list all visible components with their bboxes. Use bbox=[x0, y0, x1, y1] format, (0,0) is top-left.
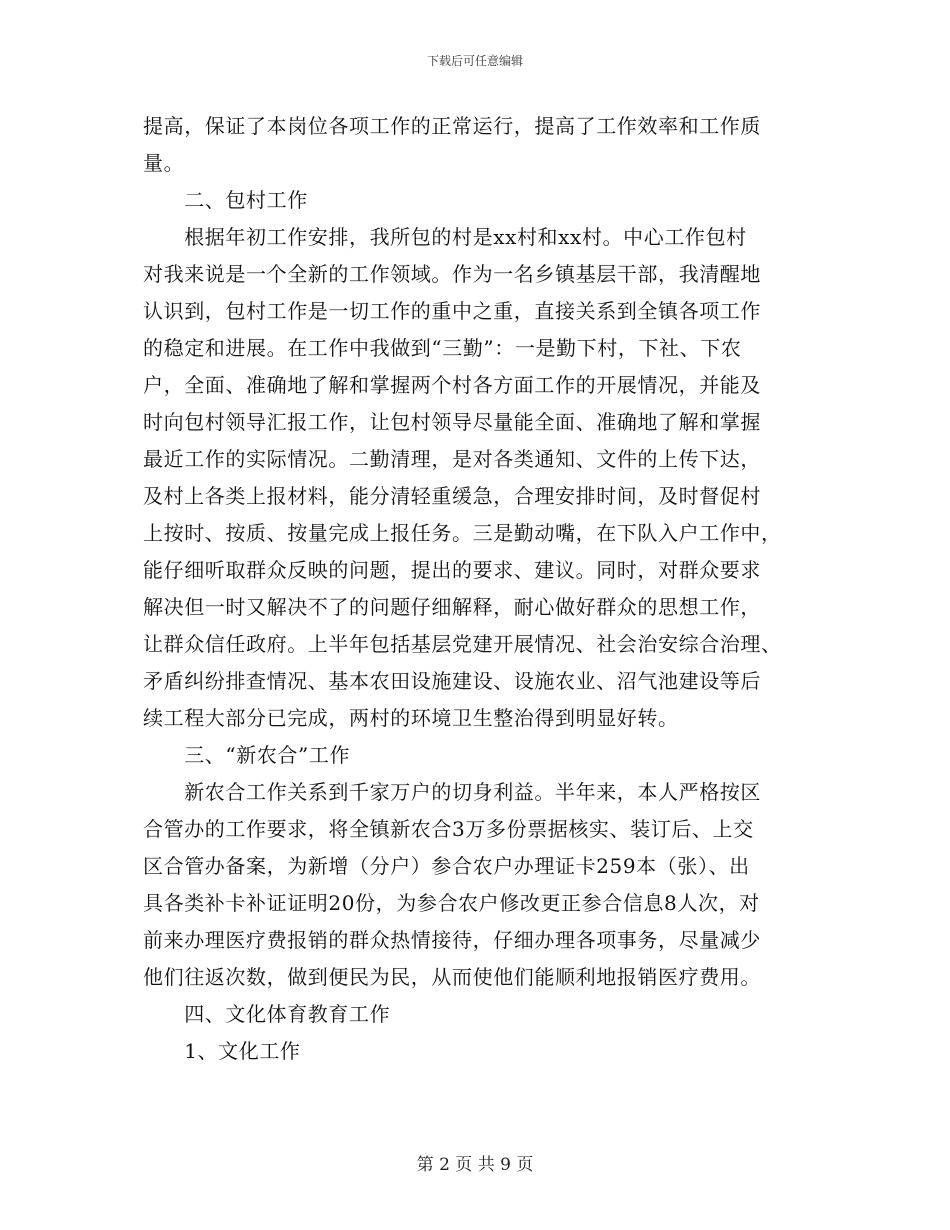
text-line: 户，全面、准确地了解和掌握两个村各方面工作的开展情况，并能及 bbox=[143, 373, 761, 397]
text-line: 能仔细听取群众反映的问题，提出的要求、建议。同时，对群众要求 bbox=[143, 558, 761, 582]
text-line: 他们往返次数，做到便民为民，从而使他们能顺利地报销医疗费用。 bbox=[143, 965, 761, 989]
page-number: 第 2 页 共 9 页 bbox=[416, 1155, 534, 1175]
text-line: 合管办的工作要求，将全镇新农合3万多份票据核实、装订后、上交 bbox=[143, 817, 754, 841]
text-line: 的稳定和进展。在工作中我做到“三勤”：一是勤下村，下社、下农 bbox=[143, 336, 742, 360]
text-line: 最近工作的实际情况。二勤清理，是对各类通知、文件的上传下达， bbox=[143, 447, 761, 471]
text-line: 及村上各类上报材料，能分清轻重缓急，合理安排时间，及时督促村 bbox=[143, 484, 761, 508]
text-line: 认识到，包村工作是一切工作的重中之重，直接关系到全镇各项工作 bbox=[143, 299, 761, 323]
text-line: 续工程大部分已完成，两村的环境卫生整治得到明显好转。 bbox=[143, 706, 679, 730]
text-line: 量。 bbox=[143, 151, 185, 175]
text-line: 让群众信任政府。上半年包括基层党建开展情况、社会治安综合治理、 bbox=[143, 632, 782, 656]
section-heading: 四、文化体育教育工作 bbox=[143, 1002, 391, 1026]
text-line: 时向包村领导汇报工作，让包村领导尽量能全面、准确地了解和掌握 bbox=[143, 410, 761, 434]
text-line: 根据年初工作安排，我所包的村是xx村和xx村。中心工作包村 bbox=[143, 225, 747, 249]
text-line: 解决但一时又解决不了的问题仔细解释，耐心做好群众的思想工作， bbox=[143, 595, 761, 619]
text-line: 具各类补卡补证证明20份，为参合农户修改更正参合信息8人次，对 bbox=[143, 891, 760, 915]
text-line: 对我来说是一个全新的工作领域。作为一名乡镇基层干部，我清醒地 bbox=[143, 262, 761, 286]
text-line: 上按时、按质、按量完成上报任务。三是勤动嘴，在下队入户工作中， bbox=[143, 521, 782, 545]
text-line: 前来办理医疗费报销的群众热情接待，仔细办理各项事务，尽量减少 bbox=[143, 928, 761, 952]
section-heading: 二、包村工作 bbox=[143, 188, 308, 212]
text-line: 新农合工作关系到千家万户的切身利益。半年来，本人严格按区 bbox=[143, 780, 761, 804]
document-body bbox=[143, 108, 807, 1070]
text-line: 矛盾纠纷排查情况、基本农田设施建设、设施农业、沼气池建设等后 bbox=[143, 669, 761, 693]
section-heading: 三、“新农合”工作 bbox=[143, 743, 351, 767]
text-line: 提高，保证了本岗位各项工作的正常运行，提高了工作效率和工作质 bbox=[143, 114, 761, 138]
subsection-heading: 1、文化工作 bbox=[143, 1039, 301, 1063]
page-header: 下载后可任意编辑 bbox=[426, 54, 523, 68]
text-line: 区合管办备案，为新增（分户）参合农户办理证卡259本（张）、出 bbox=[143, 854, 750, 878]
